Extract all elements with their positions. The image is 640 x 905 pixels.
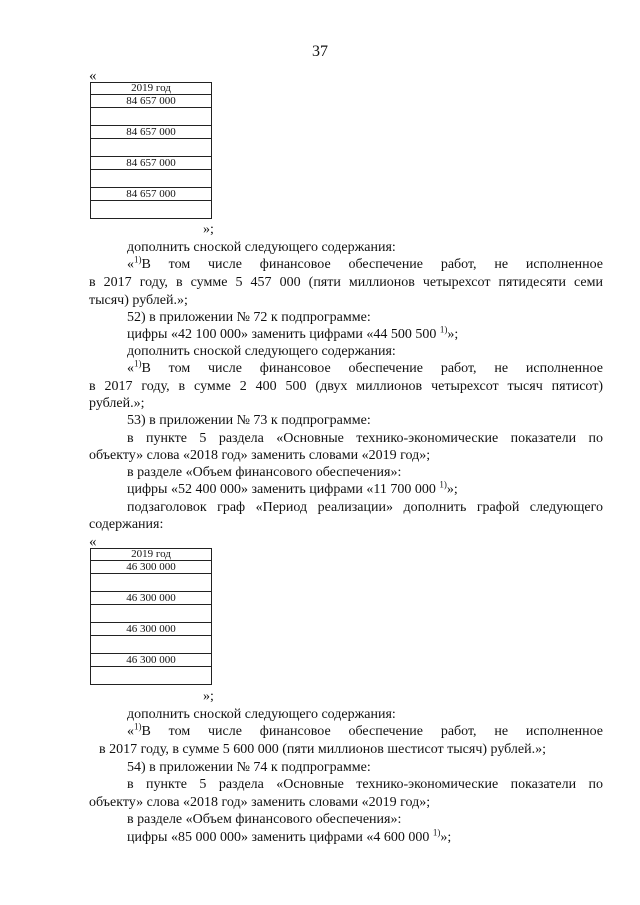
footnote-mark: 1) [134,721,142,732]
footnote-mark: 1) [134,358,142,369]
quote-open-mark: « [127,361,134,376]
text-line: 54) в приложении № 74 к подпрограмме: [127,760,371,775]
table2-blank-row [91,574,211,592]
text-line: в 2017 году, в сумме 5 457 000 (пяти миллионов четырехсот пятидесяти семи [89,275,603,290]
text-line [127,827,452,846]
table1-value: 84 657 000 [91,126,211,139]
table1-value: 84 657 000 [91,188,211,201]
table1-blank-row [91,170,211,188]
text-line: в разделе «Объем финансового обеспечения»: [127,465,402,480]
text-line: объекту» слова «2018 год» заменить словами «2019 год»; [89,795,431,810]
footnote-mark: 1) [134,254,142,265]
text-fragment: В том числе финансовое обеспечение работ, не исполненное [141,361,603,376]
text-fragment: цифры «52 400 000» заменить цифрами «11 700 000 [127,482,436,497]
table1-blank-row [91,201,211,218]
text-line: 52) в приложении № 72 к подпрограмме: [127,310,371,325]
text-line: объекту» слова «2018 год» заменить словами «2019 год»; [89,448,431,463]
table2-value: 46 300 000 [91,592,211,605]
table1-blank-row [91,108,211,126]
table2-value: 46 300 000 [91,561,211,574]
table2-value: 46 300 000 [91,654,211,667]
text-line: 53) в приложении № 73 к подпрограмме: [127,413,371,428]
text-line: в разделе «Объем финансового обеспечения»: [127,812,402,827]
text-line: рублей.»; [89,396,145,411]
footnote-mark: 1) [439,479,447,490]
text-line: подзаголовок граф «Период реализации» дополнить графой следующего [127,500,603,515]
table1-value: 84 657 000 [91,95,211,108]
quote-open-mark: « [127,724,134,739]
table2 [90,548,212,685]
table1-value: 84 657 000 [91,157,211,170]
text-line: в 2017 году, в сумме 5 600 000 (пяти миллионов шестисот тысяч) рублей.»; [99,742,547,757]
text-fragment: »; [447,327,459,342]
table1-close: »; [203,222,214,237]
text-line [127,324,459,343]
text-line: дополнить сноской следующего содержания: [127,344,396,359]
table2-blank-row [91,605,211,623]
table1-blank-row [91,139,211,157]
text-line: в пункте 5 раздела «Основные технико-экономические показатели по [127,777,603,792]
table2-open-quote: « [89,534,97,550]
table2-blank-row [91,636,211,654]
footnote-mark: 1) [439,324,448,335]
text-line: в пункте 5 раздела «Основные технико-экономические показатели по [127,431,603,446]
table2-value: 46 300 000 [91,623,211,636]
text-fragment: В том числе финансовое обеспечение работ, не исполненное [141,724,603,739]
table2-header: 2019 год [91,549,211,561]
text-fragment: »; [440,830,452,845]
table1-open-quote: « [89,68,97,84]
table1 [90,82,212,219]
text-line [127,721,603,740]
footnote-mark: 1) [432,827,441,838]
text-line [127,254,603,273]
page-number: 37 [312,43,328,60]
text-line: дополнить сноской следующего содержания: [127,707,396,722]
table2-blank-row [91,667,211,684]
text-line [127,358,603,377]
table1-header: 2019 год [91,83,211,95]
table2-close: »; [203,689,214,704]
quote-open-mark: « [127,257,134,272]
text-fragment: цифры «85 000 000» заменить цифрами «4 600 000 [127,830,430,845]
text-line: в 2017 году, в сумме 2 400 500 (двух миллионов четырехсот тысяч пятисот) [89,379,603,394]
text-fragment: цифры «42 100 000» заменить цифрами «44 500 500 [127,327,437,342]
text-line: тысяч) рублей.»; [89,293,188,308]
text-fragment: »; [446,482,458,497]
text-line [127,479,458,498]
text-line: содержания: [89,517,164,532]
text-line: дополнить сноской следующего содержания: [127,240,396,255]
text-fragment: В том числе финансовое обеспечение работ, не исполненное [141,257,603,272]
